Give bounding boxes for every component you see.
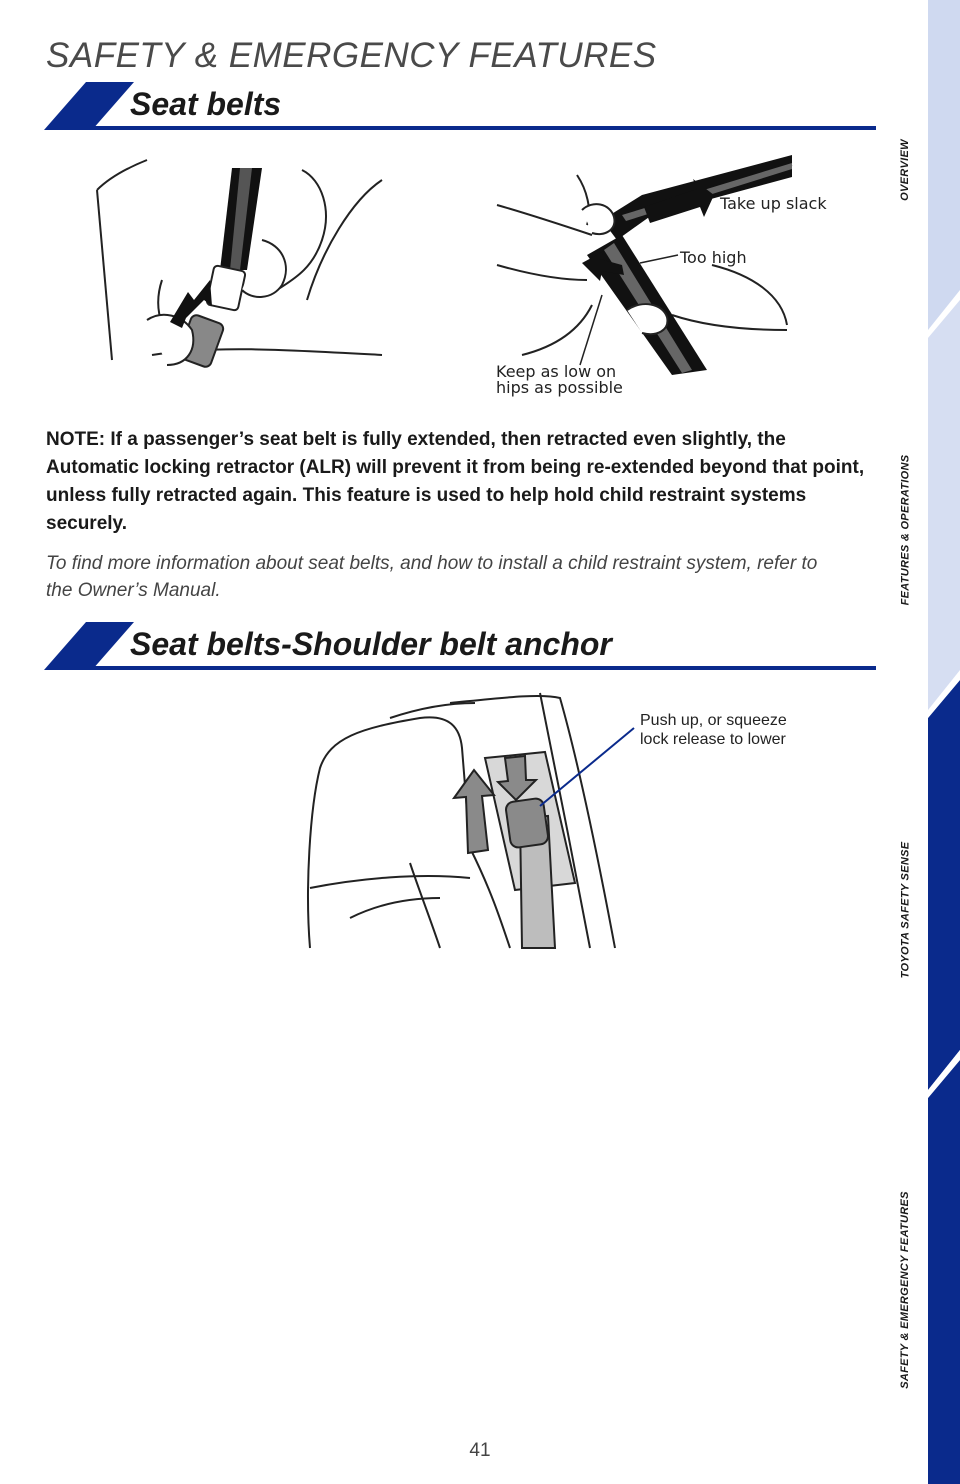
callout-take-up-slack: Take up slack — [720, 194, 827, 213]
section-bar-seat-belts — [44, 82, 876, 130]
callout-keep-low — [496, 364, 623, 396]
side-tab-label: SAFETY & EMERGENCY FEATURES — [899, 1191, 912, 1389]
page-number: 41 — [469, 1440, 491, 1461]
lap-belt-illustration — [492, 155, 802, 375]
section-bar-shoulder-anchor — [44, 622, 876, 670]
side-tab-label: FEATURES & OPERATIONS — [899, 454, 912, 606]
side-tab-overview[interactable] — [880, 60, 930, 280]
side-tab-toyota-safety-sense[interactable] — [880, 790, 930, 1030]
callout-keep-low-line2: hips as possible — [496, 378, 623, 397]
callout-push-up — [640, 711, 787, 749]
page-header-title: SAFETY & EMERGENCY FEATURES — [46, 36, 657, 75]
side-nav — [880, 0, 960, 1484]
section-title-shoulder-anchor: Seat belts-Shoulder belt anchor — [130, 626, 612, 662]
side-tab-label: OVERVIEW — [899, 139, 911, 201]
callout-too-high: Too high — [680, 248, 747, 267]
callout-keep-low-line1: Keep as low on — [496, 362, 617, 381]
note-paragraph: NOTE: If a passenger’s seat belt is fully extended, then retracted even slightly, the Automatic locking retractor (ALR) will prevent it from being re-extended beyond that point, unless fully retracted again. This feature is used to help hold child restraint systems securely. — [46, 429, 865, 534]
side-tab-features-operations[interactable] — [880, 400, 930, 660]
info-paragraph: To find more information about seat belts, and how to install a child restraint system, refer to the Owner’s Manual. — [46, 553, 818, 601]
side-tab-safety-emergency[interactable] — [880, 1150, 930, 1430]
callout-push-up-line1: Push up, or squeeze — [640, 712, 787, 729]
section-title-seat-belts: Seat belts — [130, 86, 282, 122]
callout-push-up-line2: lock release to lower — [640, 731, 786, 748]
buckle-illustration — [92, 150, 392, 390]
side-tab-label: TOYOTA SAFETY SENSE — [899, 841, 911, 979]
